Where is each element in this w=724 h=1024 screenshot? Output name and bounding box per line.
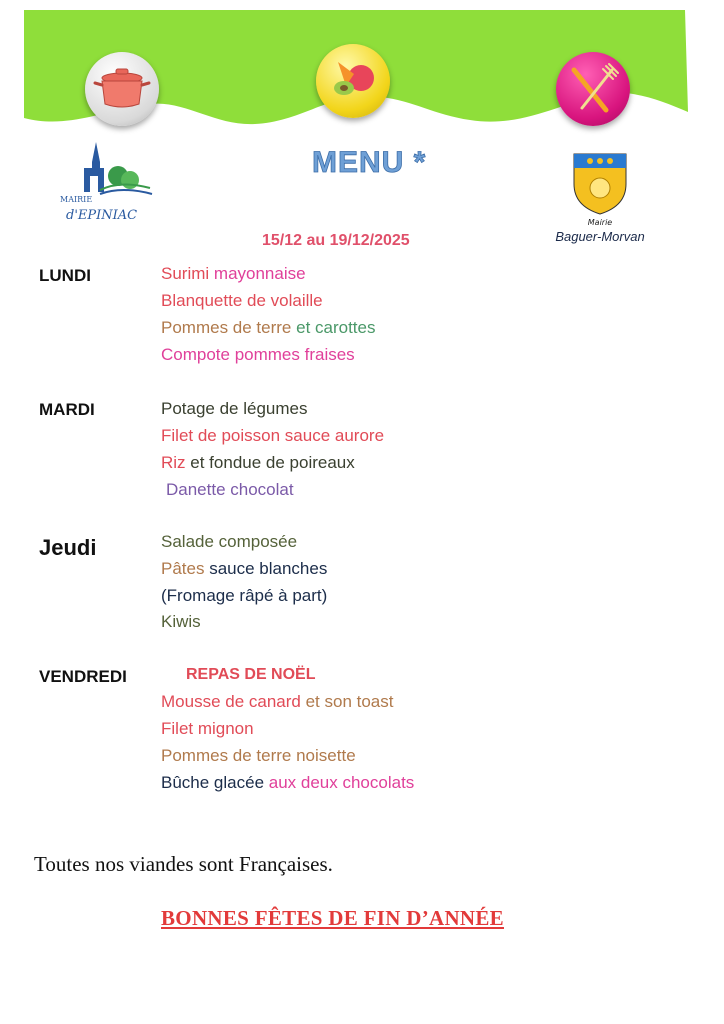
menu-item: Filet de poisson sauce aurore [161,426,385,445]
menu-item: Kiwis [161,612,201,631]
cutlery-icon [556,52,630,126]
christmas-meal-heading: REPAS DE NOËL [186,666,316,683]
menu-item: Pâtes sauce blanches [161,559,328,578]
logo-town-name: d'EPINIAC [66,208,138,223]
menu-item: Riz et fondue de poireaux [161,453,355,472]
menu-item: Potage de légumes [161,399,308,418]
cooking-pot-icon [85,52,159,126]
menu-item: (Fromage râpé à part) [161,586,328,605]
church-icon [60,140,160,200]
menu-item: Compote pommes fraises [161,345,355,364]
baguer-morvan-logo [540,150,660,250]
day-label-jeudi: Jeudi [39,535,97,560]
menu-item: Pommes de terre et carottes [161,318,376,337]
menu-item: Surimi mayonnaise [161,264,306,283]
fruit-icon [316,44,390,118]
day-label-vendredi: VENDREDI [39,667,127,686]
menu-item: Danette chocolat [166,480,294,499]
logo-mairie-label: Mairie [587,218,613,227]
day-label-lundi: LUNDI [39,266,91,285]
logo-mairie-label: MAIRIE [60,195,93,204]
menu-item: Pommes de terre noisette [161,746,356,765]
day-label-mardi: MARDI [39,400,95,419]
menu-item: Mousse de canard et son toast [161,692,394,711]
holiday-greetings: BONNES FÊTES DE FIN D’ANNÉE [161,906,504,930]
logo-town-name: Baguer-Morvan [555,229,645,244]
menu-item: Filet mignon [161,719,254,738]
epiniac-logo [60,140,160,230]
coat-of-arms-icon [570,150,630,216]
menu-item: Blanquette de volaille [161,291,323,310]
page-title: MENU * [312,146,427,179]
meat-origin-note: Toutes nos viandes sont Françaises. [34,852,333,876]
menu-item: Salade composée [161,532,298,551]
date-range: 15/12 au 19/12/2025 [262,232,410,249]
menu-item: Bûche glacée aux deux chocolats [161,773,415,792]
